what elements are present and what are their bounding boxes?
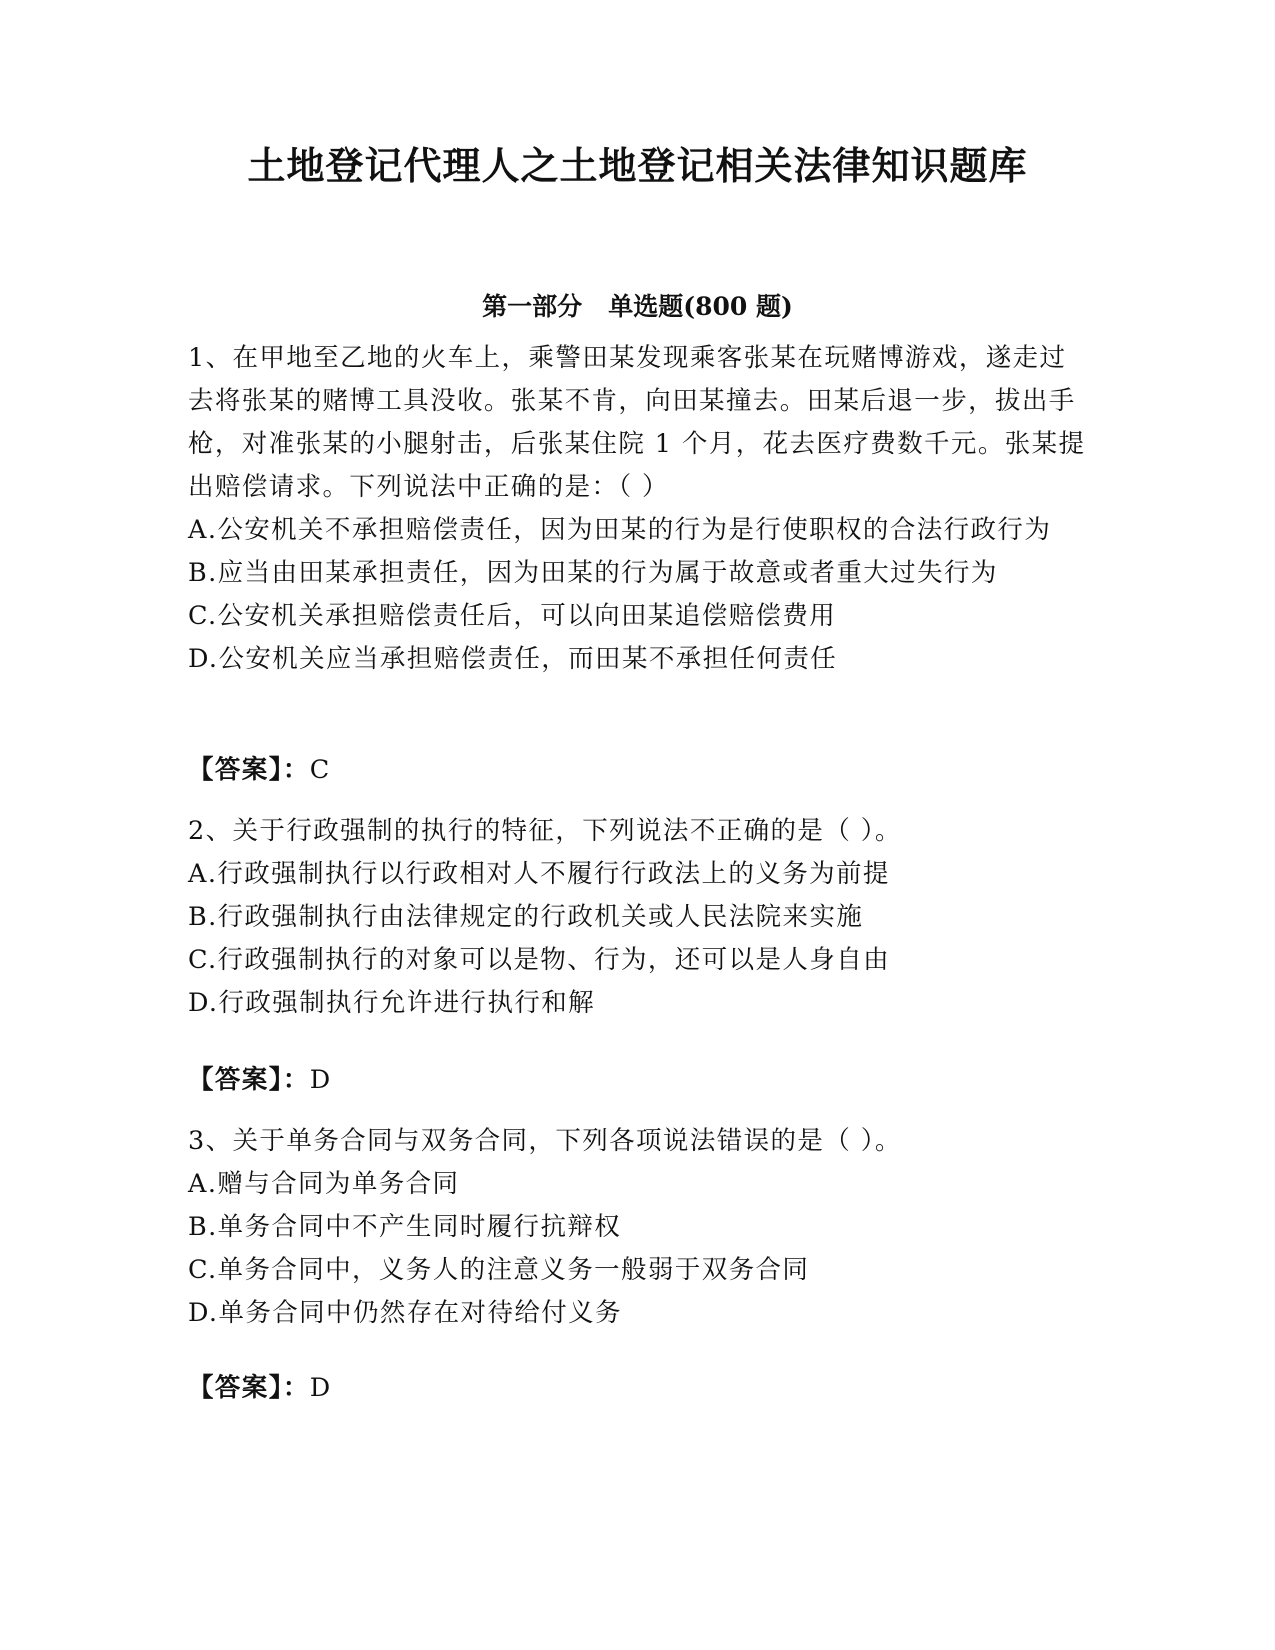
- answer-value: C: [309, 755, 331, 785]
- answer-value: D: [309, 1065, 332, 1095]
- answer-label: 【答案】: [188, 1065, 283, 1095]
- question-3-option-c: C.单务合同中，义务人的注意义务一般弱于双务合同: [188, 1255, 810, 1285]
- question-2-option-d: D.行政强制执行允许进行执行和解: [188, 988, 596, 1018]
- question-3-option-b: B.单务合同中不产生同时履行抗辩权: [188, 1212, 622, 1242]
- question-1-answer: [188, 750, 331, 790]
- question-3-stem: 3、关于单务合同与双务合同，下列各项说法错误的是（ ）。: [188, 1126, 902, 1156]
- question-3-option-d: D.单务合同中仍然存在对待给付义务: [188, 1298, 622, 1328]
- question-2-stem: 2、关于行政强制的执行的特征，下列说法不正确的是（ ）。: [188, 816, 902, 846]
- answer-label: 【答案】: [188, 755, 283, 785]
- question-1-option-d: D.公安机关应当承担赔偿责任，而田某不承担任何责任: [188, 644, 838, 674]
- question-1-option-b: B.应当由田某承担责任，因为田某的行为属于故意或者重大过失行为: [188, 558, 998, 588]
- section-heading: 第一部分 单选题(800 题): [482, 292, 793, 321]
- question-2-option-c: C.行政强制执行的对象可以是物、行为，还可以是人身自由: [188, 945, 891, 975]
- answer-label: 【答案】: [188, 1373, 283, 1403]
- question-1-stem: 1、在甲地至乙地的火车上，乘警田某发现乘客张某在玩赌博游戏，遂走过去将张某的赌博工具没收。张某不肯，向田某撞去。田某后退一步，拔出手枪，对准张某的小腿射击，后张某住院 1 个月，花去医疗费数千元。张某提出赔偿请求。下列说法中正确的是：（ ）: [188, 343, 1086, 502]
- question-3-option-a: A.赠与合同为单务合同: [188, 1169, 460, 1199]
- answer-separator: ：: [282, 1373, 310, 1403]
- question-3-answer: [188, 1368, 332, 1408]
- question-1: [188, 337, 1088, 681]
- question-2-option-b: B.行政强制执行由法律规定的行政机关或人民法院来实施: [188, 902, 864, 932]
- question-2-answer: [188, 1060, 332, 1100]
- question-2-option-a: A.行政强制执行以行政相对人不履行行政法上的义务为前提: [188, 859, 890, 889]
- answer-separator: ：: [282, 755, 310, 785]
- question-1-option-a: A.公安机关不承担赔偿责任，因为田某的行为是行使职权的合法行政行为: [188, 515, 1052, 545]
- answer-separator: ：: [282, 1065, 310, 1095]
- document-title: 土地登记代理人之土地登记相关法律知识题库: [247, 143, 1028, 188]
- question-1-option-c: C.公安机关承担赔偿责任后，可以向田某追偿赔偿费用: [188, 601, 837, 631]
- answer-value: D: [309, 1373, 332, 1403]
- question-3: [188, 1120, 1088, 1335]
- question-2: [188, 810, 1088, 1025]
